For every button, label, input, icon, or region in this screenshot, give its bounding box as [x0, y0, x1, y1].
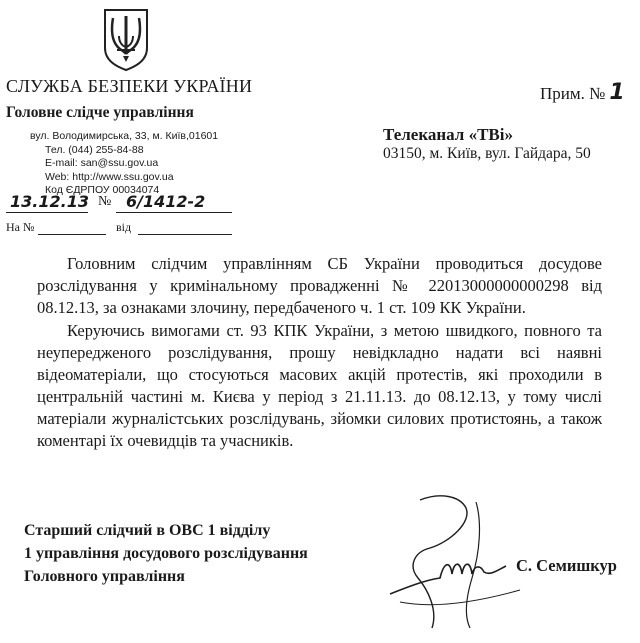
- attachment-number: 1: [609, 80, 625, 105]
- na-label: На №: [6, 220, 35, 234]
- signatory-title-line: Головного управління: [24, 568, 185, 585]
- vid-label: від: [116, 220, 132, 234]
- department-name: Головне слідче управління: [6, 104, 194, 121]
- outgoing-date-number: [6, 192, 232, 214]
- agency-name: СЛУЖБА БЕЗПЕКИ УКРАЇНИ: [6, 76, 253, 96]
- contact-email: E-mail: san@ssu.gov.ua: [45, 157, 159, 169]
- signer-name: С. Семишкур: [516, 556, 617, 575]
- contact-web: Web: http://www.ssu.gov.ua: [45, 170, 174, 183]
- recipient-address: 03150, м. Київ, вул. Гайдара, 50: [383, 145, 591, 162]
- outgoing-number: 6/1412-2: [126, 192, 206, 211]
- contact-phone: Тел. (044) 255-84-88: [45, 143, 144, 156]
- signatory-title: [24, 519, 308, 588]
- outgoing-date: 13.12.13: [10, 192, 89, 211]
- recipient-name: Телеканал «ТВі»: [383, 125, 513, 144]
- number-label: №: [98, 194, 112, 209]
- signatory-title-line: Старший слідчий в ОВС 1 відділу: [24, 522, 271, 539]
- reference-line: [6, 220, 232, 238]
- contact-address: вул. Володимирська, 33, м. Київ,01601: [30, 130, 219, 142]
- attachment-mark: [540, 80, 625, 105]
- body-paragraph-1: Головним слідчим управлінням СБ України проводиться досудове розслідування у кримінальному провадженні № 22013000000000298 від 08.12.13, за ознаками злочину, передбаченого ч. 1 ст. 109 КК України.: [37, 254, 602, 317]
- tryzub-emblem-icon: [101, 6, 151, 72]
- signatory-title-line: 1 управління досудового розслідування: [24, 545, 308, 562]
- body-paragraph-2: Керуючись вимогами ст. 93 КПК України, з метою швидкого, повного та неупередженого розслідування, прошу невідкладно надати всі наявні відеоматеріали, що стосуються масових акцій протестів, які проходили в центральній частині м. Києва у період з 21.11.13. до 08.12.13, у тому числі матеріали журналістських розслідувань, зйомки силових протистоянь, а також коментарі їх очевидців та учасників.: [37, 321, 602, 450]
- attachment-label: Прим. №: [540, 84, 606, 103]
- contact-edrpou: Код ЄДРПОУ 00034074: [45, 184, 160, 196]
- contact-block: [30, 130, 218, 198]
